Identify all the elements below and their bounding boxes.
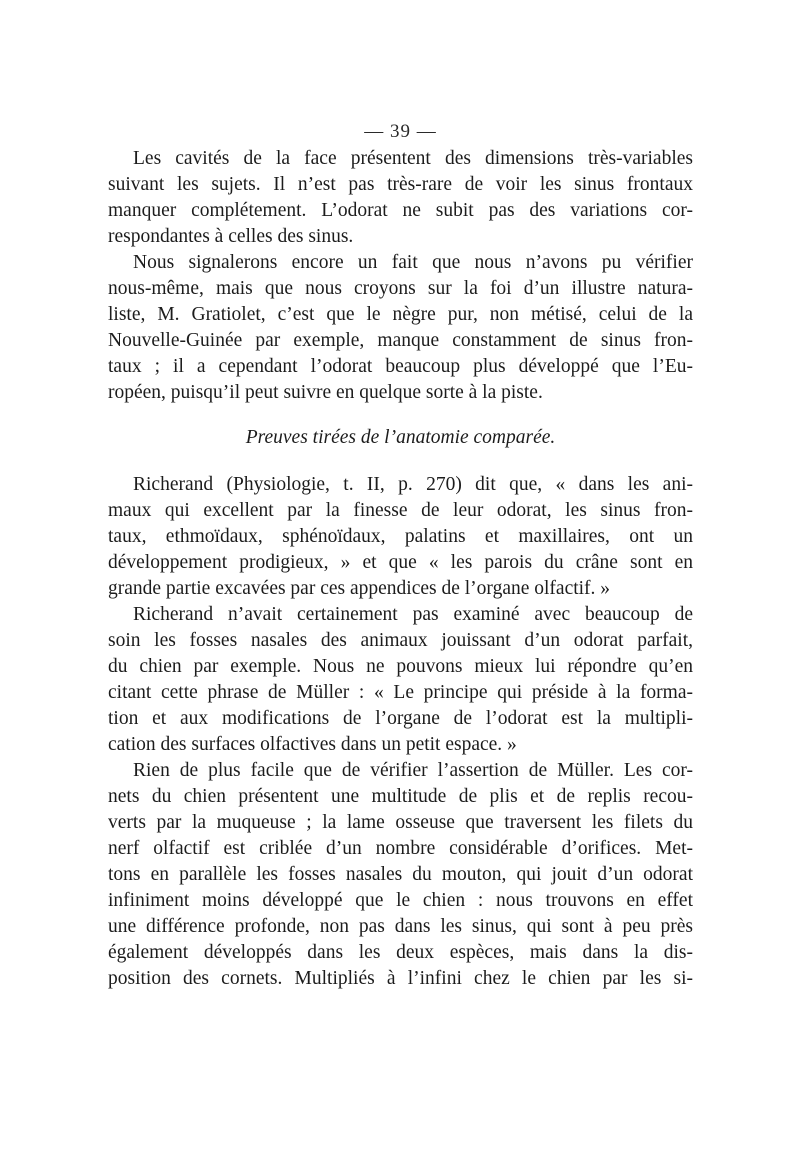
text-line: Les cavités de la face présentent des dimensions très-variables	[133, 148, 693, 169]
text-line: une différence profonde, non pas dans les sinus, qui sont à peu près	[108, 916, 693, 937]
text-line: Rien de plus facile que de vérifier l’assertion de Müller. Les cor-	[133, 760, 693, 781]
text-line: taux ; il a cependant l’odorat beaucoup plus développé que l’Eu-	[108, 356, 693, 377]
text-line: Nous signalerons encore un fait que nous n’avons pu vérifier	[133, 252, 693, 273]
text-line: infiniment moins développé que le chien : nous trouvons en effet	[108, 890, 693, 911]
text-line: grande partie excavées par ces appendices de l’organe olfactif. »	[108, 578, 611, 599]
text-line: du chien par exemple. Nous ne pouvons mieux lui répondre qu’en	[108, 656, 693, 677]
text-line: soin les fosses nasales des animaux jouissant d’un odorat parfait,	[108, 630, 693, 651]
text-line: liste, M. Gratiolet, c’est que le nègre pur, non métisé, celui de la	[108, 304, 693, 325]
text-line: respondantes à celles des sinus.	[108, 226, 354, 247]
text-line: manquer complétement. L’odorat ne subit pas des variations cor-	[108, 200, 693, 221]
text-line: cation des surfaces olfactives dans un petit espace. »	[108, 734, 517, 755]
text-line: tion et aux modifications de l’organe de l’odorat est la multipli-	[108, 708, 693, 729]
text-line: développement prodigieux, » et que « les parois du crâne sont en	[108, 552, 693, 573]
page-number: — 39 —	[364, 121, 437, 142]
text-line: Nouvelle-Guinée par exemple, manque constamment de sinus fron-	[108, 330, 693, 351]
text-line: ropéen, puisqu’il peut suivre en quelque sorte à la piste.	[108, 382, 543, 403]
text-line: maux qui excellent par la finesse de leur odorat, les sinus fron-	[108, 500, 693, 521]
text-line: nous-même, mais que nous croyons sur la foi d’un illustre natura-	[108, 278, 693, 299]
text-line: Richerand (Physiologie, t. II, p. 270) dit que, « dans les ani-	[133, 474, 693, 495]
section-heading: Preuves tirées de l’anatomie comparée.	[245, 427, 556, 448]
text-line: position des cornets. Multipliés à l’infini chez le chien par les si-	[108, 968, 693, 989]
text-line: verts par la muqueuse ; la lame osseuse que traversent les filets du	[108, 812, 693, 833]
text-line: Richerand n’avait certainement pas examiné avec beaucoup de	[133, 604, 693, 625]
text-line: tons en parallèle les fosses nasales du mouton, qui jouit d’un odorat	[108, 864, 693, 885]
text-line: taux, ethmoïdaux, sphénoïdaux, palatins et maxillaires, ont un	[108, 526, 693, 547]
text-line: nets du chien présentent une multitude de plis et de replis recou-	[108, 786, 693, 807]
text-line: citant cette phrase de Müller : « Le principe qui préside à la forma-	[108, 682, 693, 703]
text-line: également développés dans les deux espèces, mais dans la dis-	[108, 942, 693, 963]
text-line: nerf olfactif est criblée d’un nombre considérable d’orifices. Met-	[108, 838, 693, 859]
text-line: suivant les sujets. Il n’est pas très-rare de voir les sinus frontaux	[108, 174, 693, 195]
